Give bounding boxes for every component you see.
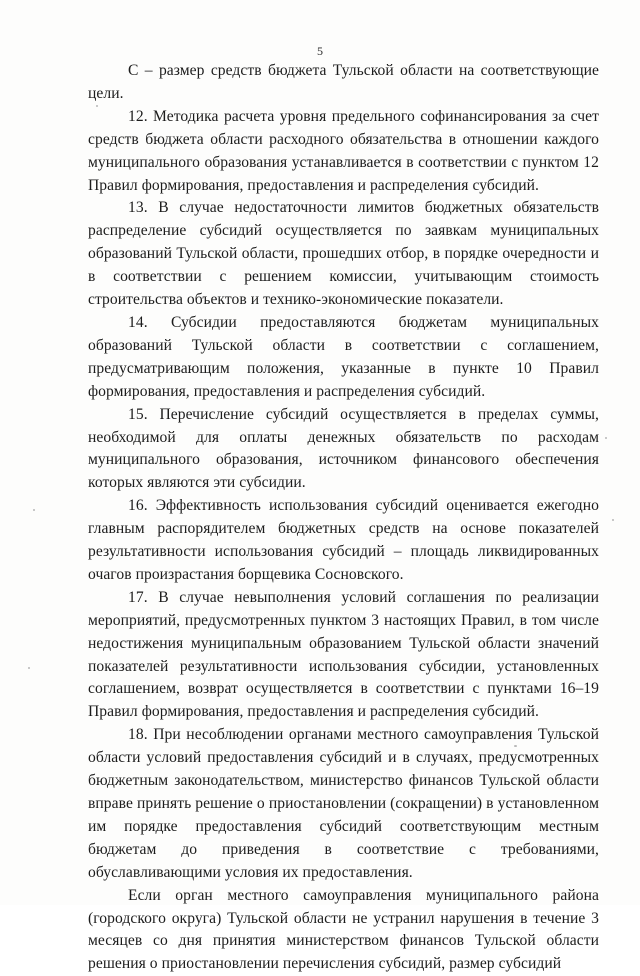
page-number: 5 bbox=[317, 44, 323, 58]
paragraph-18: 18. При несоблюдении органами местного самоуправления Тульской области условий предоставления субсидий и в случаях, предусмотренных бюджетным законодательством, министерство финансов Тульской области вправе принять решение о приостановлении (сокращении) в установленном им порядке предоставления субсидий соответствующим местным бюджетам до приведения в соответствие с требованиями, обуславливающими условия их предоставления. bbox=[88, 726, 599, 881]
scan-speck bbox=[33, 509, 35, 511]
scan-speck bbox=[96, 105, 98, 107]
paragraph-13: 13. В случае недостаточности лимитов бюджетных обязательств распределение субсидий осуществляется по заявкам муниципальных образований Тульской области, прошедших отбор, в порядке очередности и в соответствии с решением комиссии, учитывающим стоимость строительства объектов и технико-экономические показатели. bbox=[88, 199, 599, 309]
paragraph-12: 12. Методика расчета уровня предельного софинансирования за счет средств бюджета области расходного обязательства в отношении каждого муниципального образования устанавливается в соответствии с пунктом 12 Правил формирования, предоставления и распределения субсидий. bbox=[88, 107, 599, 194]
paragraph-14: 14. Субсидии предоставляются бюджетам муниципальных образований Тульской области в соответствии с соглашением, предусматривающим положения, указанные в пункте 10 Правил формирования, предоставления и распределения субсидий. bbox=[88, 313, 599, 400]
paragraph-15: 15. Перечисление субсидий осуществляется в пределах суммы, необходимой для оплаты денежных обязательств по расходам муниципального образования, источником финансового обеспечения которых являются эти субсидии. bbox=[88, 405, 599, 492]
scan-speck bbox=[514, 745, 517, 747]
paragraph-16: 16. Эффективность использования субсидий оценивается ежегодно главным распорядителем бюджетных средств на основе показателей результативности использования субсидий – площадь ликвидированных очагов произрастания борщевика Сосновского. bbox=[88, 497, 599, 583]
document-body bbox=[88, 60, 599, 976]
paragraph-18-continuation: Если орган местного самоуправления муниципального района (городского округа) Тульской области не устранил нарушения в течение 3 месяцев со дня принятия министерством финансов Тульской области решения о приостановлении перечисления субсидий, размер субсидий bbox=[88, 886, 599, 973]
paragraph-c-definition: С – размер средств бюджета Тульской области на соответствующие цели. bbox=[88, 62, 599, 102]
scan-speck bbox=[28, 667, 30, 669]
scan-speck bbox=[612, 519, 614, 521]
paragraph-17: 17. В случае невыполнения условий соглашения по реализации мероприятий, предусмотренных пунктом 3 настоящих Правил, в том числе недостижения муниципальным образованием Тульской области значений показателей результативности использования субсидии, установленных соглашением, возврат осуществляется в соответствии с пунктами 16–19 Правил формирования, предоставления и распределения субсидий. bbox=[88, 588, 599, 721]
scan-speck bbox=[605, 437, 607, 439]
